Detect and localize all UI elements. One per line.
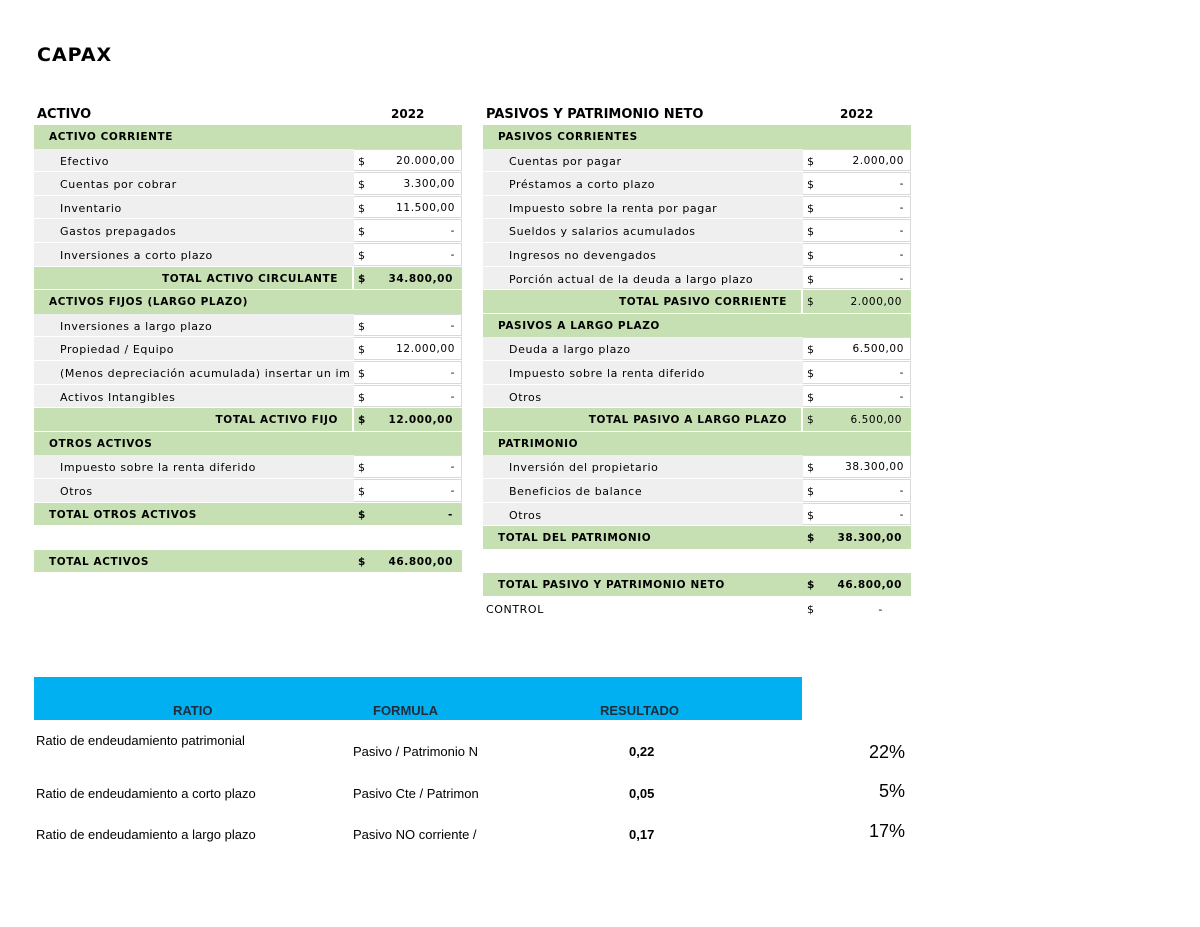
row-value: - <box>450 484 455 497</box>
table-row <box>34 243 462 267</box>
activo-rows <box>34 125 462 573</box>
table-row <box>34 479 462 503</box>
row-label: Impuesto sobre la renta diferido <box>509 366 705 380</box>
currency-symbol: $ <box>807 602 815 616</box>
currency-symbol: $ <box>358 366 366 380</box>
total-divider <box>801 408 803 431</box>
value-cell[interactable] <box>803 361 911 384</box>
currency-symbol: $ <box>807 414 815 427</box>
row-value: 20.000,00 <box>396 154 455 167</box>
row-label: Cuentas por cobrar <box>60 178 177 192</box>
ratio-result: 0,05 <box>629 786 655 801</box>
table-row <box>483 361 911 385</box>
value-cell[interactable] <box>354 361 462 384</box>
table-row <box>483 337 911 361</box>
row-label: Préstamos a corto plazo <box>509 178 656 192</box>
value-cell[interactable] <box>354 314 462 337</box>
value-cell[interactable] <box>803 385 911 408</box>
row-value: 2.000,00 <box>852 154 904 167</box>
ratio-percent: 5% <box>878 781 905 801</box>
row-label: Propiedad / Equipo <box>60 343 175 357</box>
table-row <box>483 196 911 220</box>
row-value: 12.000,00 <box>396 343 455 356</box>
currency-symbol: $ <box>358 343 366 357</box>
row-value: - <box>899 272 904 285</box>
resultado-col-header: RESULTADO <box>600 703 679 718</box>
currency-symbol: $ <box>358 225 366 239</box>
currency-symbol: $ <box>358 201 366 215</box>
total-label: TOTAL PASIVO A LARGO PLAZO <box>588 414 787 427</box>
ratio-col-header: RATIO <box>173 703 213 718</box>
total-value: 46.800,00 <box>388 555 453 568</box>
row-value: - <box>450 390 455 403</box>
row-value: - <box>450 248 455 261</box>
total-row <box>34 267 462 291</box>
section-label: PASIVOS A LARGO PLAZO <box>498 319 660 332</box>
total-label: TOTAL PASIVO Y PATRIMONIO NETO <box>498 579 725 592</box>
value-cell[interactable] <box>354 385 462 408</box>
pasivo-header <box>483 103 911 125</box>
section-label: ACTIVOS FIJOS (LARGO PLAZO) <box>49 296 249 309</box>
currency-symbol: $ <box>807 343 815 357</box>
currency-symbol: $ <box>358 178 366 192</box>
ratio-formula: Pasivo NO corriente / <box>353 827 477 842</box>
currency-symbol: $ <box>358 555 366 568</box>
currency-symbol: $ <box>807 532 815 545</box>
value-cell[interactable] <box>803 267 911 290</box>
table-row <box>483 172 911 196</box>
currency-symbol: $ <box>807 461 815 475</box>
table-row <box>483 385 911 409</box>
total-row <box>483 573 911 597</box>
row-value: 11.500,00 <box>396 201 455 214</box>
table-row <box>483 219 911 243</box>
total-value: 34.800,00 <box>388 272 453 285</box>
ratio-name: Ratio de endeudamiento a corto plazo <box>36 786 256 801</box>
table-row <box>34 172 462 196</box>
pasivo-year: 2022 <box>840 107 874 121</box>
table-row <box>34 314 462 338</box>
section-label: PATRIMONIO <box>498 437 579 450</box>
row-label: Porción actual de la deuda a largo plazo <box>509 272 754 286</box>
activo-year: 2022 <box>391 107 425 121</box>
total-label: TOTAL ACTIVO CIRCULANTE <box>161 272 338 285</box>
row-value: - <box>899 508 904 521</box>
row-value: - <box>899 484 904 497</box>
value-cell[interactable] <box>354 479 462 502</box>
currency-symbol: $ <box>807 225 815 239</box>
activo-header-label: ACTIVO <box>37 107 92 122</box>
total-row <box>483 290 911 314</box>
row-label: Ingresos no devengados <box>509 248 657 262</box>
row-label: Inventario <box>60 201 122 215</box>
row-label: Inversiones a corto plazo <box>60 248 213 262</box>
section-header <box>34 125 462 149</box>
value-cell[interactable] <box>803 196 911 219</box>
activo-table <box>34 103 462 573</box>
row-label: (Menos depreciación acumulada) insertar un im <box>60 366 351 380</box>
activo-header <box>34 103 462 125</box>
section-label: PASIVOS CORRIENTES <box>498 131 638 143</box>
spacer-row <box>483 550 911 574</box>
row-value: - <box>899 248 904 261</box>
total-label: TOTAL DEL PATRIMONIO <box>498 532 652 545</box>
value-cell[interactable] <box>803 479 911 502</box>
table-row <box>483 149 911 173</box>
ratio-formula: Pasivo Cte / Patrimon <box>353 786 479 801</box>
value-cell[interactable] <box>354 219 462 242</box>
pasivo-header-label: PASIVOS Y PATRIMONIO NETO <box>486 107 704 122</box>
value-cell[interactable] <box>803 503 911 526</box>
row-value: - <box>450 319 455 332</box>
row-value: - <box>899 178 904 191</box>
currency-symbol: $ <box>807 201 815 215</box>
ratio-result: 0,22 <box>629 744 655 759</box>
page-title: CAPAX <box>37 44 113 66</box>
control-label: CONTROL <box>486 602 544 616</box>
row-value: - <box>450 461 455 474</box>
pasivo-rows <box>483 125 911 620</box>
value-cell[interactable] <box>803 219 911 242</box>
ratio-formula: Pasivo / Patrimonio N <box>353 744 478 759</box>
control-value: - <box>878 602 883 616</box>
section-header <box>483 432 911 456</box>
table-row <box>34 385 462 409</box>
total-divider <box>352 408 354 431</box>
currency-symbol: $ <box>807 178 815 192</box>
row-label: Beneficios de balance <box>509 484 643 498</box>
spacer-row <box>34 526 462 550</box>
section-header <box>34 432 462 456</box>
section-label: OTROS ACTIVOS <box>49 437 153 450</box>
total-value: - <box>448 508 453 521</box>
ratio-result: 0,17 <box>629 827 655 842</box>
ratio-percent: 22% <box>868 742 905 762</box>
value-cell[interactable] <box>803 172 911 195</box>
row-label: Sueldos y salarios acumulados <box>509 225 696 239</box>
currency-symbol: $ <box>807 248 815 262</box>
row-value: - <box>899 366 904 379</box>
currency-symbol: $ <box>358 508 366 521</box>
currency-symbol: $ <box>807 579 815 592</box>
row-label: Otros <box>509 508 542 522</box>
row-label: Impuesto sobre la renta por pagar <box>509 201 718 215</box>
total-value: 2.000,00 <box>850 296 902 309</box>
currency-symbol: $ <box>807 296 815 309</box>
formula-col-header: FORMULA <box>373 703 438 718</box>
row-label: Gastos prepagados <box>60 225 177 239</box>
table-row <box>483 455 911 479</box>
table-row <box>34 219 462 243</box>
row-value: 38.300,00 <box>845 461 904 474</box>
table-row <box>483 479 911 503</box>
total-divider <box>352 267 354 290</box>
currency-symbol: $ <box>358 154 366 168</box>
row-label: Otros <box>60 484 93 498</box>
total-value: 12.000,00 <box>388 414 453 427</box>
currency-symbol: $ <box>358 248 366 262</box>
row-value: 3.300,00 <box>403 178 455 191</box>
currency-symbol: $ <box>807 484 815 498</box>
table-row <box>34 361 462 385</box>
value-cell[interactable] <box>354 243 462 266</box>
total-row <box>483 526 911 550</box>
section-header <box>483 314 911 338</box>
row-value: - <box>450 366 455 379</box>
total-row <box>34 550 462 574</box>
row-label: Otros <box>509 390 542 404</box>
ratio-name: Ratio de endeudamiento a largo plazo <box>36 827 256 842</box>
currency-symbol: $ <box>358 272 366 285</box>
total-value: 38.300,00 <box>837 532 902 545</box>
currency-symbol: $ <box>807 366 815 380</box>
total-label: TOTAL OTROS ACTIVOS <box>49 508 197 521</box>
table-row <box>483 243 911 267</box>
currency-symbol: $ <box>807 390 815 404</box>
total-row <box>34 503 462 527</box>
row-value: - <box>899 390 904 403</box>
total-row <box>34 408 462 432</box>
currency-symbol: $ <box>807 272 815 286</box>
ratio-percent: 17% <box>868 821 905 841</box>
row-label: Inversiones a largo plazo <box>60 319 213 333</box>
table-row <box>483 503 911 527</box>
row-value: - <box>899 201 904 214</box>
row-label: Activos Intangibles <box>60 390 176 404</box>
table-row <box>34 196 462 220</box>
currency-symbol: $ <box>358 319 366 333</box>
row-label: Efectivo <box>60 154 110 168</box>
currency-symbol: $ <box>358 484 366 498</box>
currency-symbol: $ <box>358 414 366 427</box>
value-cell[interactable] <box>354 455 462 478</box>
row-value: - <box>450 225 455 238</box>
table-row <box>34 149 462 173</box>
row-label: Inversión del propietario <box>509 461 659 475</box>
total-value: 46.800,00 <box>837 579 902 592</box>
total-label: TOTAL ACTIVOS <box>49 555 150 568</box>
ratio-name: Ratio de endeudamiento patrimonial <box>36 733 245 748</box>
total-label: TOTAL ACTIVO FIJO <box>215 414 338 427</box>
control-row <box>483 597 911 621</box>
row-value: 6.500,00 <box>852 343 904 356</box>
currency-symbol: $ <box>358 390 366 404</box>
row-label: Deuda a largo plazo <box>509 343 631 357</box>
row-value: - <box>899 225 904 238</box>
total-label: TOTAL PASIVO CORRIENTE <box>619 296 787 309</box>
total-divider <box>801 290 803 313</box>
total-row <box>483 408 911 432</box>
row-label: Impuesto sobre la renta diferido <box>60 461 256 475</box>
row-label: Cuentas por pagar <box>509 154 622 168</box>
table-row <box>34 337 462 361</box>
total-value: 6.500,00 <box>850 414 902 427</box>
currency-symbol: $ <box>358 461 366 475</box>
currency-symbol: $ <box>807 154 815 168</box>
table-row <box>34 455 462 479</box>
ratio-header-bar <box>34 677 802 720</box>
section-header <box>483 125 911 149</box>
table-row <box>483 267 911 291</box>
currency-symbol: $ <box>807 508 815 522</box>
pasivo-table <box>483 103 911 620</box>
value-cell[interactable] <box>803 243 911 266</box>
section-label: ACTIVO CORRIENTE <box>49 131 174 143</box>
section-header <box>34 290 462 314</box>
